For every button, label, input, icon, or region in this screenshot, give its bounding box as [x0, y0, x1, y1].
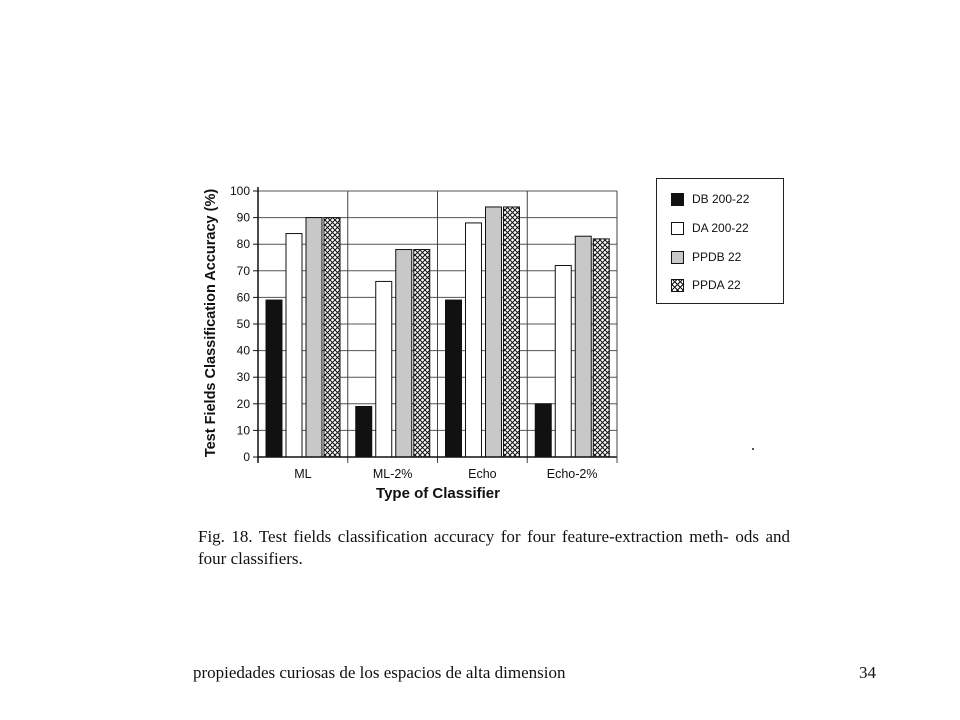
legend-item-ppdb — [671, 249, 741, 265]
bar-echo2-s2 — [575, 236, 591, 457]
legend-swatch-ppdb — [671, 251, 684, 264]
y-tick-label-90: 90 — [236, 210, 250, 225]
legend-label-db: DB 200-22 — [692, 192, 750, 206]
bar-ml-s1 — [286, 234, 302, 457]
bar-echo-s1 — [466, 223, 482, 457]
legend-item-da — [671, 220, 749, 236]
y-tick-label-70: 70 — [236, 263, 250, 278]
legend-label-ppdb: PPDB 22 — [692, 250, 742, 264]
bar-ml-s0 — [266, 300, 282, 457]
bar-ml2-s3 — [414, 250, 430, 457]
legend — [656, 178, 784, 304]
x-tick-label-2: Echo — [468, 467, 497, 481]
x-tick-label-1: ML-2% — [372, 467, 413, 481]
y-tick-label-100: 100 — [229, 184, 250, 198]
y-axis-label-wrap — [196, 158, 226, 488]
bar-ml2-s2 — [396, 250, 412, 457]
footer-text: propiedades curiosas de los espacios de alta dimension — [193, 663, 566, 682]
y-tick-label-10: 10 — [236, 423, 250, 438]
bar-ml-s3 — [324, 218, 340, 457]
y-tick-label-20: 20 — [236, 396, 250, 411]
y-axis-label: Test Fields Classification Accuracy (%) — [203, 188, 219, 458]
bar-ml2-s1 — [376, 281, 392, 457]
bar-echo2-s1 — [555, 265, 571, 457]
page-number: 34 — [859, 663, 876, 682]
y-tick-label-60: 60 — [236, 290, 250, 305]
bar-echo2-s3 — [593, 239, 609, 457]
legend-label-ppda: PPDA 22 — [692, 278, 741, 292]
bar-echo-s0 — [446, 300, 462, 457]
bar-echo-s3 — [504, 207, 520, 457]
y-tick-label-40: 40 — [236, 343, 250, 358]
legend-item-ppda — [671, 277, 741, 293]
bar-ml2-s0 — [356, 406, 372, 457]
bar-echo-s2 — [486, 207, 502, 457]
legend-swatch-db — [671, 193, 684, 206]
bar-echo2-s0 — [535, 404, 551, 457]
y-tick-label-80: 80 — [236, 237, 250, 252]
legend-swatch-da — [671, 222, 684, 235]
y-tick-label-0: 0 — [243, 450, 250, 464]
y-tick-label-30: 30 — [236, 370, 250, 385]
stray-dot — [752, 448, 754, 450]
y-tick-label-50: 50 — [236, 317, 250, 331]
x-axis-label: Type of Classifier — [376, 485, 500, 502]
legend-label-da: DA 200-22 — [692, 221, 749, 235]
x-tick-label-0: ML — [294, 467, 312, 481]
x-tick-label-3: Echo-2% — [546, 467, 598, 481]
bar-ml-s2 — [306, 218, 322, 457]
figure-caption: Fig. 18. Test fields classification accuracy for four feature-extraction meth- ods and four classifiers. — [198, 527, 790, 568]
legend-item-db — [671, 191, 749, 207]
legend-swatch-ppda — [671, 279, 684, 292]
